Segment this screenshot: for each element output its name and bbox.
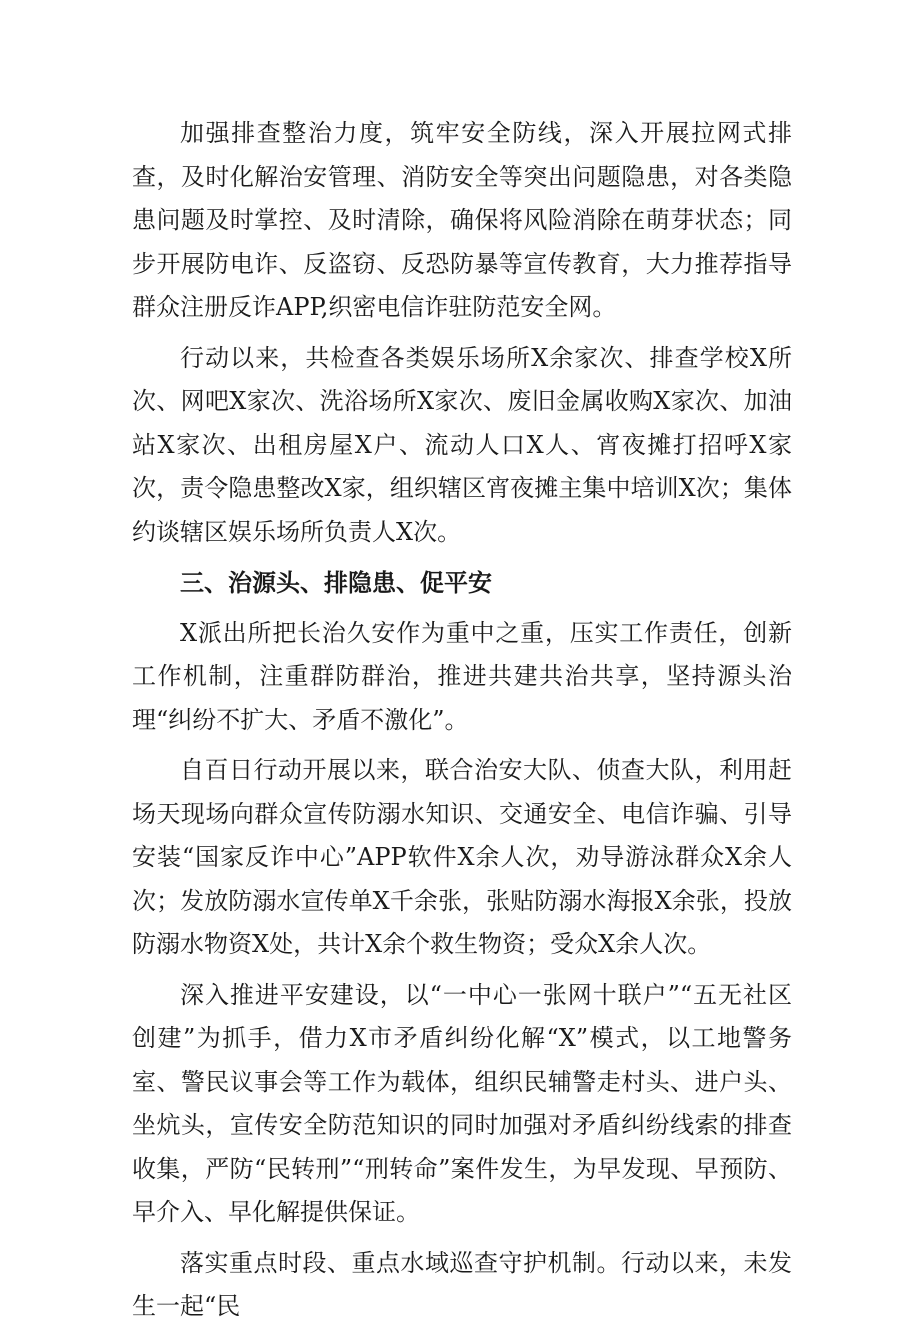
paragraph-patrol-mechanism: 落实重点时段、重点水域巡查守护机制。行动以来，未发生一起“民 <box>132 1248 792 1320</box>
paragraph-hundred-day-action: 自百日行动开展以来，联合治安大队、侦查大队，利用赶场天现场向群众宣传防溺水知识、交通安全、电信诈骗、引导安装“国家反诈中心”APP软件X余人次，劝导游泳群众X余人次；发放防溺水宣传单X千余张，张贴防溺水海报X余张，投放防溺水物资X处，共计X余个救生物资；受众X余人次。 <box>132 756 792 958</box>
paragraph-inspection-stats: 行动以来，共检查各类娱乐场所X余家次、排查学校X所次、网吧X家次、洗浴场所X家次、废旧金属收购X家次、加油站X家次、出租房屋X户、流动人口X人、宵夜摊打招呼X家次，责令隐患整改X家，组织辖区宵夜摊主集中培训X次；集体约谈辖区娱乐场所负责人X次。 <box>132 343 792 546</box>
document-body <box>132 112 792 1336</box>
section-heading: 三、治源头、排隐患、促平安 <box>180 568 492 597</box>
paragraph-source-governance: X派出所把长治久安作为重中之重，压实工作责任，创新工作机制，注重群防群治，推进共建共治共享，坚持源头治理“纠纷不扩大、矛盾不激化”。 <box>132 618 792 734</box>
paragraph-safety-construction: 深入推进平安建设，以“一中心一张网十联户”“五无社区创建”为抓手，借力X市矛盾纠纷化解“X”模式，以工地警务室、警民议事会等工作为载体，组织民辅警走村头、进户头、坐炕头，宣传安全防范知识的同时加强对矛盾纠纷线索的排查收集，严防“民转刑”“刑转命”案件发生，为早发现、早预防、早介入、早化解提供保证。 <box>132 980 792 1226</box>
paragraph-investigation: 加强排查整治力度，筑牢安全防线，深入开展拉网式排查，及时化解治安管理、消防安全等突出问题隐患，对各类隐患问题及时掌控、及时清除，确保将风险消除在萌芽状态；同步开展防电诈、反盗窃、反恐防暴等宣传教育，大力推荐指导群众注册反诈APP,织密电信诈驻防范安全网。 <box>132 119 792 321</box>
